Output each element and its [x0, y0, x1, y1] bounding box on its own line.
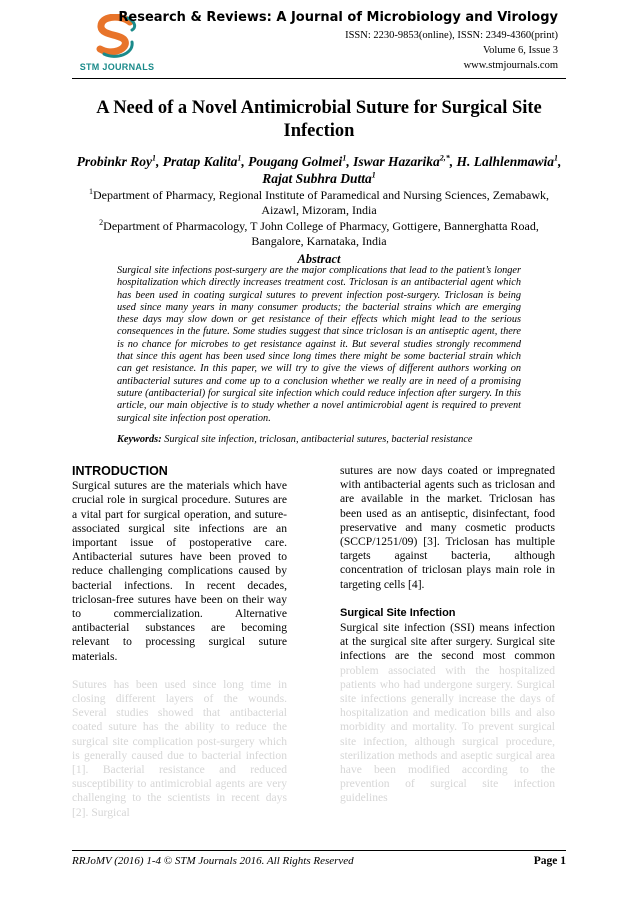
paper-title: A Need of a Novel Antimicrobial Suture for Surgical Site Infection [96, 98, 542, 141]
keywords-label: Keywords: [117, 434, 162, 445]
keywords [117, 434, 537, 445]
introduction-heading: INTRODUCTION [72, 464, 168, 478]
page-number: Page 1 [533, 855, 566, 867]
ssi-subheading: Surgical Site Infection [340, 606, 456, 619]
logo-text: STM JOURNALS [79, 62, 155, 72]
author: Iswar Hazarika$^{2,*}$, [353, 153, 457, 169]
journal-website[interactable]: www.stmjournals.com [463, 60, 558, 71]
triclosan-paragraph: sutures are now days coated or impregnated with antibacterial agents such as triclosan and are available in the market. Triclosan has been used as an antiseptic, disinfectant, food preservative and many cosmetic products (SCCP/1251/09) [3]. Triclosan has multiple targets against bacteria, although concentration of triclosan plays main role in targeting cells [4]. [340, 464, 555, 591]
intro-paragraph: Surgical sutures are the materials which have crucial role in surgical procedure. Sutures are a vital part for surgical operation, and suture-associated surgical site infections are an important issue of postoperative care. Antibacterial sutures have been proved to reduce challenging complications caused by bacterial infections. In recent decades, triclosan-free sutures have been on their way to commercialization. Alternative antibacterial substances are becoming relevant to processing surgical suture materials. [72, 479, 287, 663]
left-column [72, 464, 287, 820]
faded-text: problem associated with the hospitalized patients who had undergone surgery. Surgical site infections generally increase the days of hospitalization and medication bills and also morbidity and mortality. To prevent surgical site infection, although surgical procedure, sterilization methods and aseptic surgical area have been modified according to the prevention of surgical site infection guidelines [340, 663, 555, 805]
keywords-text: Surgical site infection, triclosan, antibacterial sutures, bacterial resistance [164, 434, 473, 445]
author: Pratap Kalita$^1$, [162, 153, 249, 169]
ssi-paragraph: Surgical site infection (SSI) means infection at the surgical site after surgery. Surgical site infections are the second most common problem associated with the hospitalized patients who had undergone surgery. Surgical site infections generally increase the days of hospitalization and medication bills and also morbidity and mortality. To prevent surgical site infection, although surgical procedure, sterilization methods and aseptic surgical area have been modified according to the prevention of surgical site infection guidelines [340, 621, 555, 805]
author-list [72, 153, 566, 187]
right-column [340, 464, 555, 806]
issn-line: ISSN: 2230-9853(online), ISSN: 2349-4360(print) [345, 30, 558, 41]
abstract-body: Surgical site infections post-surgery are the major complications that lead to the patient’s longer hospitalization which directly increases treatment cost. Triclosan is an antibacterial agent which has been used in coating surgical sutures to prevent infection post-surgery. Triclosan is being used since many years in many consumer products; the bacterial strains which are emerging these days may slow down or get resistance of their effects which might lead to the serious consequences in the future. Some studies suggest that since triclosan is an antiseptic agent, there is no chance for microbes to get resistance against it. But several studies strongly recommend that since this agent has been used since long times there might be some bacterial strain which can get resistance. In this paper, we will try to give the views of different authors working on antibacterial sutures and come up to a conclusion whether we really are in need of a promising suture (antibacterial) for surgical site infection which could reduce infection after surgery. In this article, our main objective is to study whether a novel antimicrobial agent is required to prevent surgical site infection post operation. [117, 265, 521, 424]
affiliation: $^1$Department of Pharmacy, Regional Institute of Paramedical and Nursing Sciences, Zemabawk, Aizawl, Mizoram, India [88, 187, 550, 217]
affiliation: $^2$Department of Pharmacology, T John College of Pharmacy, Gottigere, Bannerghatta Road, Bangalore, Karnataka, India [99, 218, 539, 248]
footer-rule [72, 850, 566, 851]
faded-paragraph: Sutures has been used since long time in closing different layers of the wounds. Several studies showed that antibacterial coated suture has the ability to reduce the surgical site complication post-surgery which is generally caused due to bacterial infection [1]. Bacterial resistance and reduced susceptibility to antimicrobial agents are very challenging to the scientists in recent days [2]. Surgical [72, 677, 287, 819]
abstract-heading: Abstract [297, 252, 341, 266]
author: H. Lalhlenmawia$^1$, [456, 153, 562, 169]
journal-title: Research & Reviews: A Journal of Microbiology and Virology [118, 10, 558, 25]
author: Rajat Subhra Dutta$^1$ [262, 170, 376, 186]
header-rule [72, 78, 566, 79]
volume-issue: Volume 6, Issue 3 [482, 45, 558, 56]
author: Probinkr Roy$^1$, [76, 153, 163, 169]
footer-citation: RRJoMV (2016) 1-4 © STM Journals 2016. All Rights Reserved [72, 855, 354, 867]
author: Pougang Golmei$^1$, [248, 153, 354, 169]
